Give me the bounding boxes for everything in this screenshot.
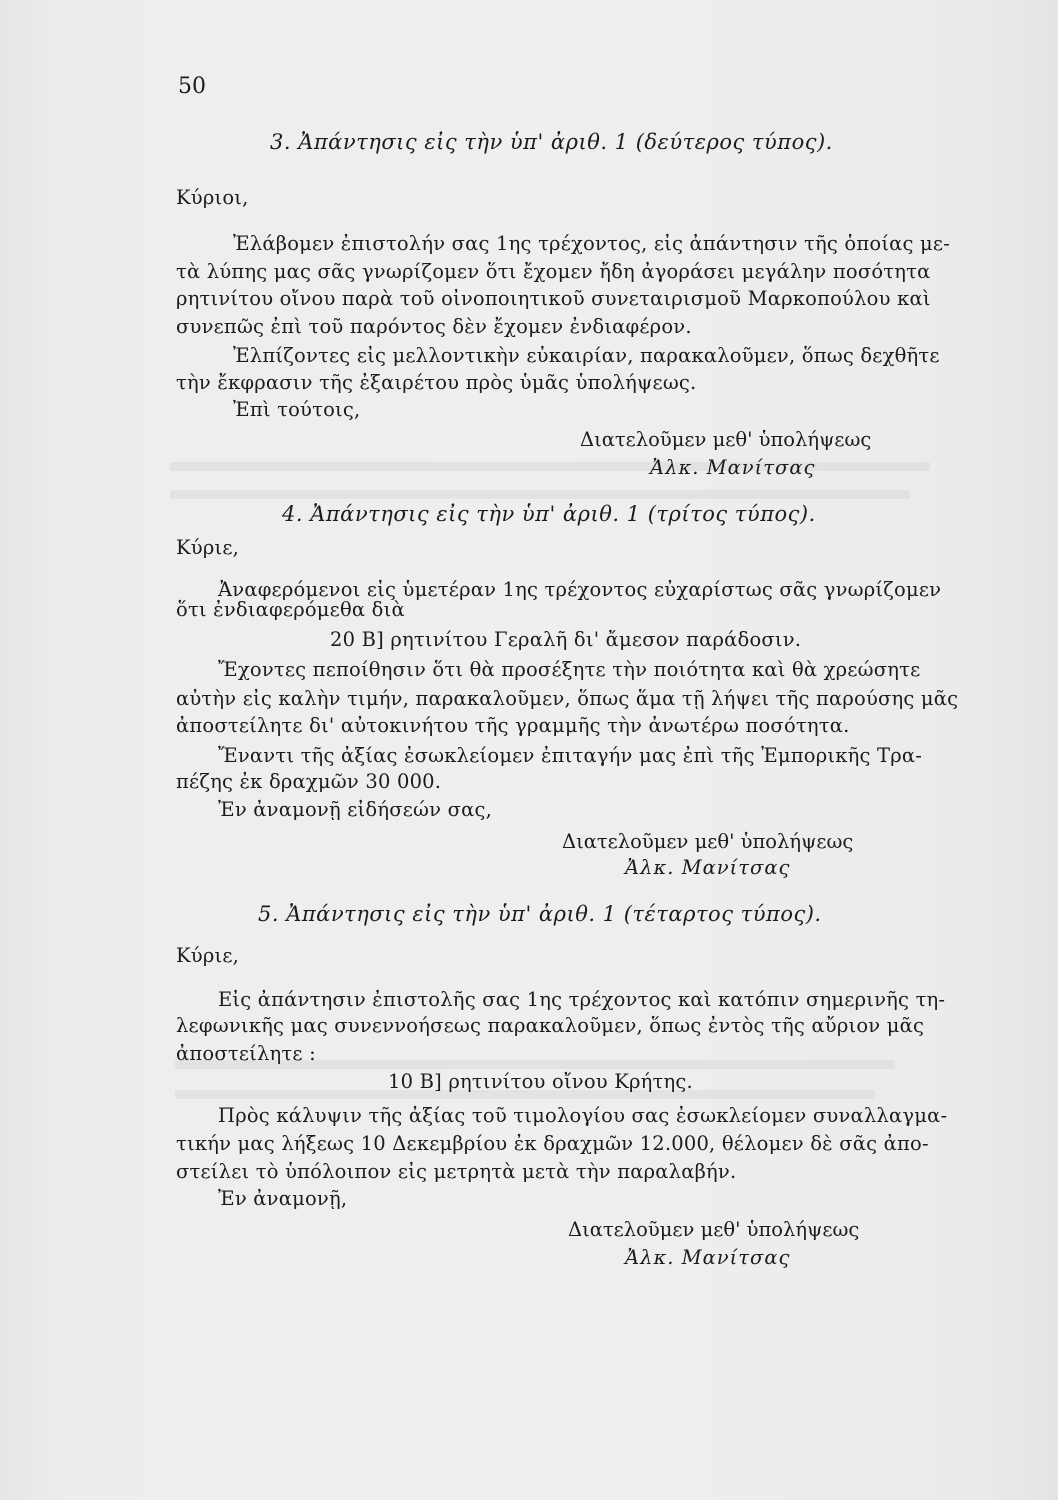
section-4-line: 20 Β] ρητινίτου Γεραλῆ δι' ἄμεσον παράδοσιν. (330, 628, 802, 651)
section-3-line: Ἐπὶ τούτοις, (233, 398, 361, 421)
section-3-closing: Διατελοῦμεν μεθ' ὑπολήψεως (580, 428, 872, 451)
section-5-line: λεφωνικῆς μας συνεννοήσεως παρακαλοῦμεν, ὅπως ἐντὸς τῆς αὔριον μᾶς (176, 1014, 925, 1037)
section-5-line: ἀποστείλητε : (176, 1042, 316, 1065)
section-4-line: Ἔχοντες πεποίθησιν ὅτι θὰ προσέξητε τὴν ποιότητα καὶ θὰ χρεώσητε (218, 658, 921, 681)
section-4-line: αὐτὴν εἰς καλὴν τιμήν, παρακαλοῦμεν, ὅπως ἅμα τῇ λήψει τῆς παρούσης μᾶς (176, 687, 959, 710)
page-number: 50 (178, 74, 206, 99)
section-5-salutation: Κύριε, (176, 944, 240, 967)
section-3-line: ρητινίτου οἴνου παρὰ τοῦ οἰνοποιητικοῦ συνεταιρισμοῦ Μαρκοπούλου καὶ (176, 287, 931, 310)
section-4-line: ἀποστείλητε δι' αὐτοκινήτου τῆς γραμμῆς τὴν ἀνωτέρω ποσότητα. (176, 714, 850, 737)
bleed-through (170, 462, 930, 471)
section-3-signature: Ἀλκ. Μανίτσας (650, 456, 816, 479)
section-4-line: Ἐν ἀναμονῇ εἰδήσεών σας, (218, 798, 492, 821)
bleed-through (170, 490, 910, 499)
section-4-signature: Ἀλκ. Μανίτσας (625, 856, 791, 879)
section-5-line: τικήν μας λήξεως 10 Δεκεμβρίου ἐκ δραχμῶν 12.000, θέλομεν δὲ σᾶς ἀπο- (176, 1132, 929, 1155)
section-3-line: Ἐλπίζοντες εἰς μελλοντικὴν εὐκαιρίαν, παρακαλοῦμεν, ὅπως δεχθῆτε (233, 344, 940, 367)
section-4-line: Ἔναντι τῆς ἀξίας ἐσωκλείομεν ἐπιταγήν μας ἐπὶ τῆς Ἐμπορικῆς Τρα- (218, 744, 923, 767)
section-4-heading: 4. Ἀπάντησις εἰς τὴν ὑπ' ἀριθ. 1 (τρίτος τύπος). (282, 502, 816, 526)
section-5-closing: Διατελοῦμεν μεθ' ὑπολήψεως (568, 1218, 860, 1241)
section-4-closing: Διατελοῦμεν μεθ' ὑπολήψεως (562, 830, 854, 853)
section-3-line: τὴν ἔκφρασιν τῆς ἐξαιρέτου πρὸς ὑμᾶς ὑπολήψεως. (176, 371, 697, 394)
section-5-line: Ἐν ἀναμονῇ, (218, 1187, 348, 1210)
section-5-signature: Ἀλκ. Μανίτσας (625, 1246, 791, 1269)
section-4-salutation: Κύριε, (176, 536, 240, 559)
section-4-line: Ἀναφερόμενοι εἰς ὑμετέραν 1ης τρέχοντος εὐχαρίστως σᾶς γνωρίζομεν (218, 578, 942, 601)
section-5-line: 10 Β] ρητινίτου οἴνου Κρήτης. (388, 1070, 693, 1093)
section-3-line: συνεπῶς ἐπὶ τοῦ παρόντος δὲν ἔχομεν ἐνδιαφέρον. (176, 315, 692, 338)
section-4-line: ὅτι ἐνδιαφερόμεθα διὰ (176, 598, 405, 621)
section-3-salutation: Κύριοι, (176, 186, 249, 209)
section-3-line: τὰ λύπης μας σᾶς γνωρίζομεν ὅτι ἔχομεν ἤδη ἀγοράσει μεγάλην ποσότητα (176, 260, 931, 283)
section-5-line: Εἰς ἀπάντησιν ἐπιστολῆς σας 1ης τρέχοντος καὶ κατόπιν σημερινῆς τη- (218, 988, 946, 1011)
section-4-line: πέζης ἐκ δραχμῶν 30 000. (176, 770, 442, 793)
section-5-heading: 5. Ἀπάντησις εἰς τὴν ὑπ' ἀριθ. 1 (τέταρτος τύπος). (258, 902, 822, 926)
section-3-line: Ἐλάβομεν ἐπιστολήν σας 1ης τρέχοντος, εἰς ἀπάντησιν τῆς ὁποίας με- (233, 232, 951, 255)
section-3-heading: 3. Ἀπάντησις εἰς τὴν ὑπ' ἀριθ. 1 (δεύτερος τύπος). (270, 130, 833, 154)
section-5-line: στείλει τὸ ὑπόλοιπον εἰς μετρητὰ μετὰ τὴν παραλαβήν. (176, 1160, 737, 1183)
section-5-line: Πρὸς κάλυψιν τῆς ἀξίας τοῦ τιμολογίου σας ἐσωκλείομεν συναλλαγμα- (218, 1104, 948, 1127)
